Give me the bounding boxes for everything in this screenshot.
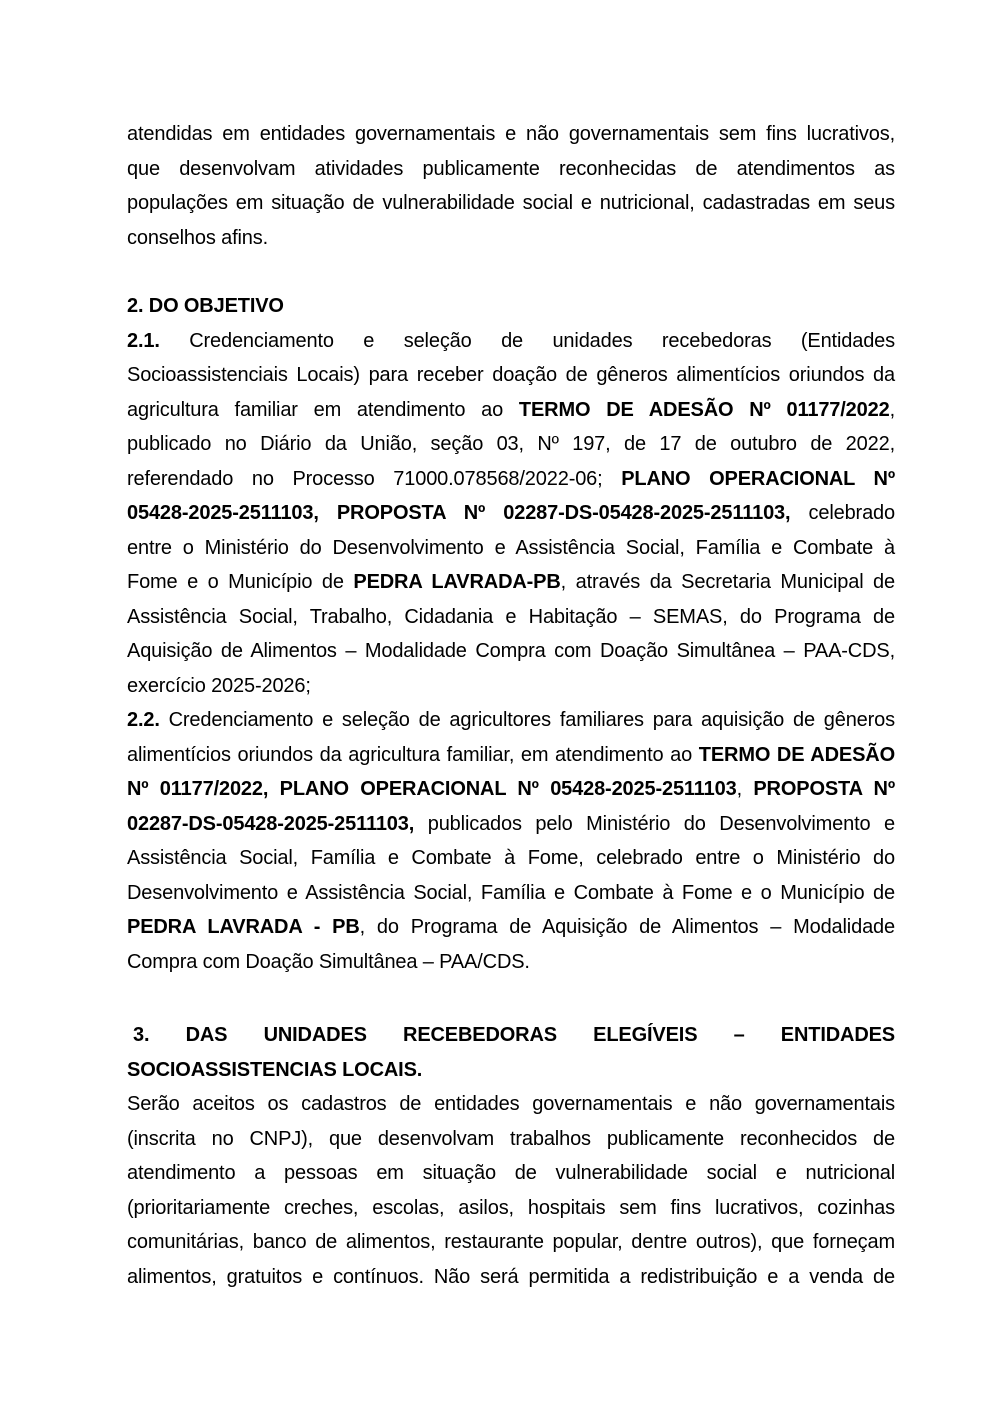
clause-2-1-paragraph-line-6 bbox=[127, 496, 895, 531]
clause-2-1-paragraph-line-10 bbox=[127, 634, 895, 669]
text-run: alimentícios oriundos da agricultura familiar, em atendimento ao bbox=[127, 743, 699, 766]
document-body bbox=[127, 117, 895, 1294]
clause-2-1-paragraph-line-3 bbox=[127, 393, 895, 428]
clause-2-1-paragraph-line-4 bbox=[127, 427, 895, 462]
clause-2-1-paragraph-line-2 bbox=[127, 358, 895, 393]
text-run: conselhos afins. bbox=[127, 226, 269, 249]
text-run: Aquisição de Alimentos – Modalidade Compra com Doação Simultânea – PAA-CDS, bbox=[127, 640, 895, 662]
text-run: comunitárias, banco de alimentos, restaurante popular, dentre outros), que forneçam bbox=[127, 1231, 895, 1253]
continuation-paragraph-line-4 bbox=[127, 221, 895, 256]
section-3-paragraph-line-3 bbox=[127, 1156, 895, 1191]
bold-text-run: Nº 01177/2022, PLANO OPERACIONAL Nº 05428-2025-2511103 bbox=[127, 778, 737, 800]
continuation-paragraph-line-1 bbox=[127, 117, 895, 152]
text-run: Credenciamento e seleção de agricultores familiares para aquisição de gêneros bbox=[159, 709, 895, 731]
bold-text-run: 2. DO OBJETIVO bbox=[127, 295, 284, 317]
clause-2-2-paragraph-line-8 bbox=[127, 945, 895, 980]
section-3-paragraph bbox=[127, 1087, 895, 1294]
continuation-paragraph bbox=[127, 117, 895, 255]
bold-text-run: PEDRA LAVRADA - PB bbox=[127, 916, 360, 938]
bold-text-run: 2.1. bbox=[127, 329, 160, 352]
text-run: Fome e o Município de bbox=[127, 571, 354, 593]
text-run: Credenciamento e seleção de unidades recebedoras (Entidades bbox=[159, 329, 895, 352]
text-run: publicado no Diário da União, seção 03, Nº 197, de 17 de outubro de 2022, bbox=[127, 433, 895, 455]
clause-2-2-paragraph-line-4 bbox=[127, 807, 895, 842]
bold-text-run: 2.2. bbox=[127, 709, 160, 731]
text-run: celebrado bbox=[790, 502, 895, 524]
text-run: Compra com Doação Simultânea – PAA/CDS. bbox=[127, 950, 530, 973]
bold-text-run: 05428-2025-2511103, PROPOSTA Nº 02287-DS-05428-2025-2511103, bbox=[127, 502, 791, 524]
clause-2-1-paragraph-line-8 bbox=[127, 565, 895, 600]
clause-2-2-paragraph-line-3 bbox=[127, 772, 895, 807]
section-3-heading-line-2 bbox=[127, 1053, 895, 1088]
bold-text-run: PLANO OPERACIONAL Nº bbox=[621, 467, 895, 490]
clause-2-2-paragraph-line-6 bbox=[127, 876, 895, 911]
bold-text-run: 3. DAS UNIDADES RECEBEDORAS ELEGÍVEIS – ENTIDADES bbox=[133, 1024, 895, 1046]
clause-2-1-paragraph bbox=[127, 324, 895, 704]
text-run: Serão aceitos os cadastros de entidades governamentais e não governamentais bbox=[127, 1093, 895, 1115]
continuation-paragraph-line-3 bbox=[127, 186, 895, 221]
clause-2-2-paragraph-line-7 bbox=[127, 910, 895, 945]
text-run: publicados pelo Ministério do Desenvolvimento e bbox=[414, 812, 895, 835]
bold-text-run: 02287-DS-05428-2025-2511103, bbox=[127, 812, 415, 835]
text-run: agricultura familiar em atendimento ao bbox=[127, 398, 519, 421]
continuation-paragraph-line-2 bbox=[127, 152, 895, 187]
clause-2-2-paragraph bbox=[127, 703, 895, 979]
text-run: (inscrita no CNPJ), que desenvolvam trabalhos publicamente reconhecidos de bbox=[127, 1127, 895, 1150]
text-run: atendimento a pessoas em situação de vulnerabilidade social e nutricional bbox=[127, 1162, 895, 1184]
text-run: , bbox=[889, 398, 895, 421]
text-run: Desenvolvimento e Assistência Social, Família e Combate à Fome e o Município de bbox=[127, 881, 895, 904]
text-run: Assistência Social, Família e Combate à Fome, celebrado entre o Ministério do bbox=[127, 847, 895, 869]
section-3-heading bbox=[127, 1018, 895, 1087]
clause-2-1-paragraph-line-11 bbox=[127, 669, 895, 704]
text-run: referendado no Processo 71000.078568/2022-06; bbox=[127, 467, 622, 490]
bold-text-run: TERMO DE ADESÃO bbox=[698, 743, 895, 766]
text-run: que desenvolvam atividades publicamente reconhecidas de atendimentos as bbox=[127, 157, 895, 180]
bold-text-run: PEDRA LAVRADA-PB bbox=[353, 571, 561, 593]
section-3-paragraph-line-5 bbox=[127, 1225, 895, 1260]
section-3-paragraph-line-2 bbox=[127, 1122, 895, 1157]
text-run: , bbox=[736, 778, 754, 800]
text-run: atendidas em entidades governamentais e não governamentais sem fins lucrativos, bbox=[127, 123, 895, 145]
text-run: (prioritariamente creches, escolas, asilos, hospitais sem fins lucrativos, cozinhas bbox=[127, 1196, 895, 1219]
text-run: , através da Secretaria Municipal de bbox=[560, 571, 895, 593]
bold-text-run: SOCIOASSISTENCIAS LOCAIS. bbox=[127, 1058, 423, 1081]
text-run: exercício 2025-2026; bbox=[127, 674, 311, 697]
clause-2-2-paragraph-line-2 bbox=[127, 738, 895, 773]
clause-2-1-paragraph-line-1 bbox=[127, 324, 895, 359]
section-2-heading-line-1 bbox=[127, 289, 895, 324]
text-run: , do Programa de Aquisição de Alimentos – Modalidade bbox=[359, 916, 895, 938]
bold-text-run: TERMO DE ADESÃO Nº 01177/2022 bbox=[518, 398, 890, 421]
bold-text-run: PROPOSTA Nº bbox=[753, 778, 895, 800]
text-run: Socioassistenciais Locais) para receber doação de gêneros alimentícios oriundos da bbox=[127, 364, 895, 386]
text-run: populações em situação de vulnerabilidade social e nutricional, cadastradas em seus bbox=[127, 192, 895, 214]
clause-2-1-paragraph-line-9 bbox=[127, 600, 895, 635]
text-run: Assistência Social, Trabalho, Cidadania e Habitação – SEMAS, do Programa de bbox=[127, 605, 895, 628]
text-run: entre o Ministério do Desenvolvimento e Assistência Social, Família e Combate à bbox=[127, 536, 895, 559]
text-run: alimentos, gratuitos e contínuos. Não será permitida a redistribuição e a venda de bbox=[127, 1265, 895, 1288]
clause-2-1-paragraph-line-7 bbox=[127, 531, 895, 566]
clause-2-2-paragraph-line-5 bbox=[127, 841, 895, 876]
section-2-heading bbox=[127, 289, 895, 324]
section-3-heading-line-1 bbox=[127, 1018, 895, 1053]
clause-2-2-paragraph-line-1 bbox=[127, 703, 895, 738]
section-3-paragraph-line-1 bbox=[127, 1087, 895, 1122]
section-3-paragraph-line-6 bbox=[127, 1260, 895, 1295]
section-3-paragraph-line-4 bbox=[127, 1191, 895, 1226]
clause-2-1-paragraph-line-5 bbox=[127, 462, 895, 497]
